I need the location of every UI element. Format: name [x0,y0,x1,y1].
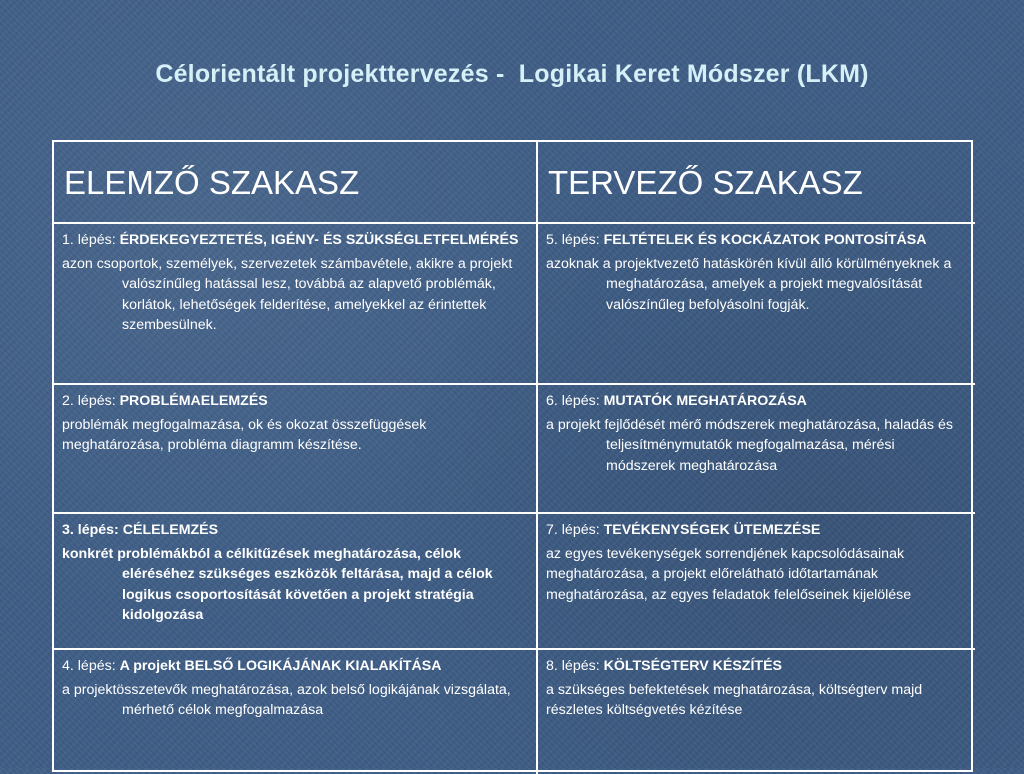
step-cell-1 [54,224,538,385]
step-description: a szükséges befektetések meghatározása, költségterv majd részletes költségvetés kézítése [546,681,923,718]
step-cell-8 [538,650,975,774]
step-title-6 [546,391,967,412]
step-prefix: 2. lépés: [62,393,120,409]
step-description: konkrét problémákból a célkitűzések meghatározása, célok eléréséhez szükséges eszközök feltárása, majd a célok logikus csoportosítását követően a projekt stratégia kidolgozása [62,545,493,623]
step-cell-5 [538,224,975,385]
step-prefix: 5. lépés: [546,232,604,248]
step-title-8 [546,656,967,677]
step-title-5 [546,230,967,251]
slide-title: Célorientált projekttervezés - Logikai Keret Módszer (LKM) [155,60,869,88]
step-description: problémák megfogalmazása, ok és okozat összefüggések meghatározása, probléma diagramm készítése. [62,416,427,453]
step-prefix: 4. lépés: [62,658,120,674]
header-analysis-phase: ELEMZŐ SZAKASZ [54,142,538,224]
step-name: MUTATÓK MEGHATÁROZÁSA [603,393,807,409]
step-prefix: 8. lépés: [546,658,604,674]
step-description: azon csoportok, személyek, szervezetek számbavétele, akikre a projekt valószínűleg hatással lesz, továbbá az alapvető problémák, korlátok, lehetőségek felderítése, amelyekkel az érintettek szembesülnek. [62,255,513,333]
step-cell-7 [538,514,975,650]
step-name: PROBLÉMAELEMZÉS [119,393,268,409]
step-name: TEVÉKENYSÉGEK ÜTEMEZÉSE [603,522,821,538]
step-title-3 [62,520,528,541]
step-title-4 [62,656,528,677]
step-cell-6 [538,385,975,514]
step-name: KÖLTSÉGTERV KÉSZÍTÉS [603,658,782,674]
step-cell-4 [54,650,538,774]
step-name: A projekt BELSŐ LOGIKÁJÁNAK KIALAKÍTÁSA [119,658,442,674]
step-prefix: 6. lépés: [546,393,604,409]
step-cell-3 [54,514,538,650]
step-title-1 [62,230,528,251]
step-name: CÉLELEMZÉS [122,522,219,538]
step-prefix: 7. lépés: [546,522,604,538]
step-description: azoknak a projektvezető hatáskörén kívül álló körülményeknek a meghatározása, amelyek a projekt megvalósítását valószínűleg befolyásolni fogják. [546,255,952,313]
step-description: a projektösszetevők meghatározása, azok belső logikájának vizsgálata, mérhető célok megfogalmazása [62,681,511,718]
step-name: ÉRDEKEGYEZTETÉS, IGÉNY- ÉS SZÜKSÉGLETFELMÉRÉS [119,232,519,248]
step-prefix: 3. lépés: [62,522,123,538]
step-title-7 [546,520,967,541]
header-planning-phase: TERVEZŐ SZAKASZ [538,142,975,224]
step-name: FELTÉTELEK ÉS KOCKÁZATOK PONTOSÍTÁSA [603,232,927,248]
step-title-2 [62,391,528,412]
step-prefix: 1. lépés: [62,232,120,248]
step-description: a projekt fejlődését mérő módszerek meghatározása, haladás és teljesítménymutatók megfogalmazása, mérési módszerek meghatározása [546,416,953,474]
lkm-table [52,140,973,772]
step-cell-2 [54,385,538,514]
step-description: az egyes tevékenységek sorrendjének kapcsolódásainak meghatározása, a projekt előrelátható időtartamának meghatározása, az egyes feladatok felelőseinek kijelölése [546,545,912,603]
